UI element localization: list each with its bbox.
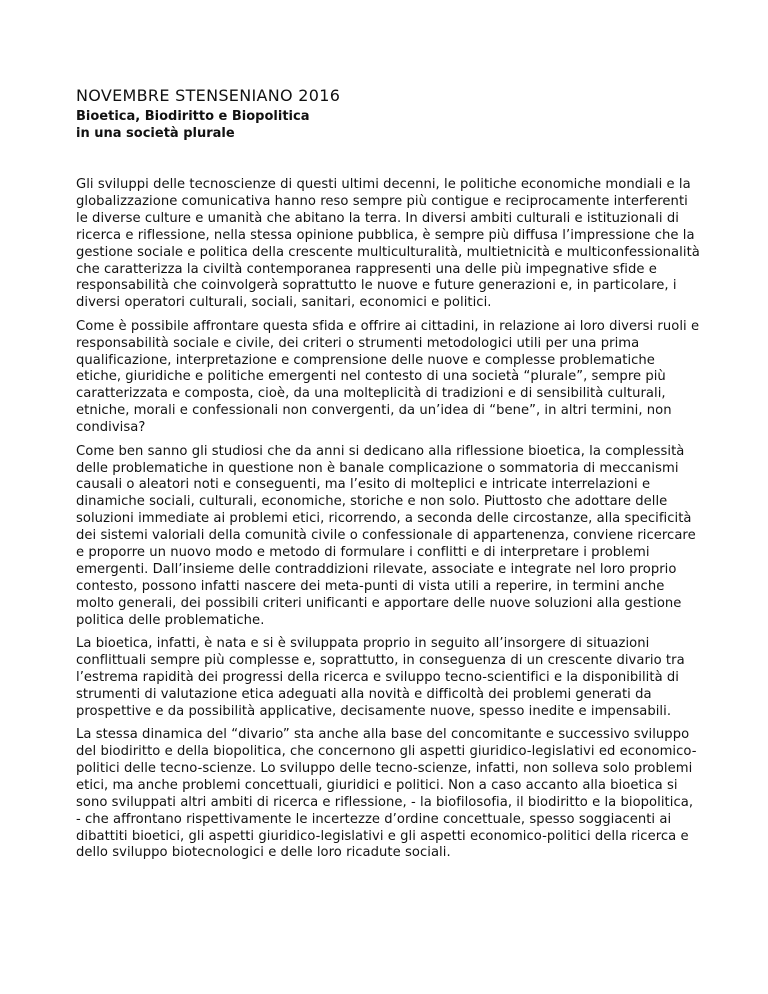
paragraph-3: Come ben sanno gli studiosi che da anni si dedicano alla riflessione bioetica, la complessità delle problematiche in questione non è banale complicazione o sommatoria di meccanismi causali o aleatori noti e conseguenti, ma l’esito di molteplici e intricate interrelazioni e dinamiche sociali, culturali, economiche, storiche e non solo. Piuttosto che adottare delle soluzioni immediate ai problemi etici, ricorrendo, a seconda delle circostanze, alla specificità dei sistemi valoriali della comunità civile o confessionale di appartenenza, conviene ricercare e proporre un nuovo modo e metodo di formulare i conflitti e di interpretare i problemi emergenti. Dall’insieme delle contraddizioni rilevate, associate e integrate nel loro proprio contesto, possono infatti nascere dei meta-punti di vista utili a reperire, in termini anche molto generali, dei possibili criteri unificanti e apportare delle nuove soluzioni alla gestione politica delle problematiche. bbox=[76, 443, 696, 628]
subtitle-line-2: in una società plurale bbox=[76, 126, 235, 141]
document-page bbox=[76, 86, 700, 869]
paragraph-2: Come è possibile affrontare questa sfida e offrire ai cittadini, in relazione ai loro diversi ruoli e responsabilità sociale e civile, dei criteri o strumenti metodologici utili per una prima qualificazione, interpretazione e comprensione delle nuove e complesse problematiche etiche, giuridiche e politiche emergenti nel contesto di una società “plurale”, sempre più caratterizzata e composta, cioè, da una molteplicità di tradizioni e di sensibilità culturali, etniche, morali e confessionali non convergenti, da un’idea di “bene”, in altri termini, non condivisa? bbox=[76, 318, 700, 436]
document-title: NOVEMBRE STENSENIANO 2016 bbox=[76, 86, 341, 105]
paragraph-4: La bioetica, infatti, è nata e si è sviluppata proprio in seguito all’insorgere di situazioni conflittuali sempre più complesse e, soprattutto, in conseguenza di un crescente divario tra l’estrema rapidità dei progressi della ricerca e sviluppo tecno-scientifici e la disponibilità di strumenti di valutazione etica adeguati alla novità e difficoltà dei problemi generati da prospettive e da possibilità applicative, decisamente nuove, spesso inedite e impensabili. bbox=[76, 636, 685, 719]
paragraph-1: Gli sviluppi delle tecnoscienze di questi ultimi decenni, le politiche economiche mondiali e la globalizzazione comunicativa hanno reso sempre più contigue e reciprocamente interferenti le diverse culture e umanità che abitano la terra. In diversi ambiti culturali e istituzionali di ricerca e riflessione, nella stessa opinione pubblica, è sempre più diffusa l’impressione che la gestione sociale e politica della crescente multiculturalità, multietnicità e multiconfessionalità che caratterizza la civiltà contemporanea rappresenti una delle più impegnative sfide e responsabilità che coinvolgerà soprattutto le nuove e future generazioni e, in particolare, i diversi operatori culturali, sociali, sanitari, economici e politici. bbox=[76, 177, 700, 311]
paragraph-5: La stessa dinamica del “divario” sta anche alla base del concomitante e successivo sviluppo del biodiritto e della biopolitica, che concernono gli aspetti giuridico-legislativi ed economico-politici delle tecno-scienze. Lo sviluppo delle tecno-scienze, infatti, non solleva solo problemi etici, ma anche problemi concettuali, giuridici e politici. Non a caso accanto alla bioetica si sono sviluppati altri ambiti di ricerca e riflessione, - la biofilosofia, il biodiritto e la biopolitica, - che affrontano rispettivamente le incertezze d’ordine concettuale, spesso soggiacenti ai dibattiti bioetici, gli aspetti giuridico-legislativi e gli aspetti economico-politici della ricerca e dello sviluppo biotecnologici e delle loro ricadute sociali. bbox=[76, 727, 697, 861]
document-subtitle bbox=[76, 108, 700, 142]
subtitle-line-1: Bioetica, Biodiritto e Biopolitica bbox=[76, 109, 310, 124]
document-body bbox=[76, 177, 700, 862]
